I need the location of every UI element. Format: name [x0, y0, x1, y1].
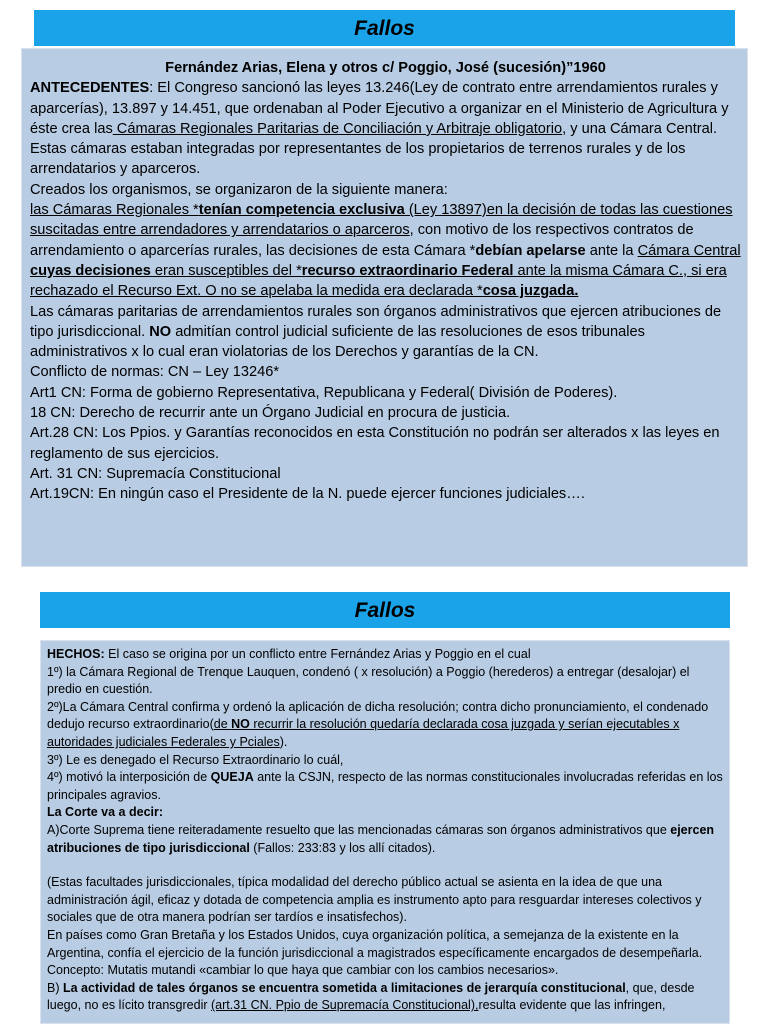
hechos-item-1: 1º) la Cámara Regional de Trenque Lauquen, condenó ( x resolución) a Poggio (herederos) a entregar (desalojar) el predio en cuestión.: [47, 664, 690, 697]
hechos-paragraph: [47, 646, 724, 664]
paritarias-text-2: admitían control judicial suficiente de las resoluciones de esos tribunales administrativos x lo cual eran violatorias de los Derechos y garantías de la CN.: [30, 323, 645, 361]
chambers-bold-2: debían apelarse: [475, 242, 586, 259]
point-a: [47, 822, 724, 857]
chambers-text-7: ante la misma Cámara C., si era rechazado el Recurso Ext. O no se apelaba la medida era declarada *: [30, 262, 727, 300]
point-a-text-1: A)Corte Suprema tiene reiteradamente resuelto que las mencionadas cámaras son órganos administrativos que: [47, 822, 671, 837]
point-b-label: B): [47, 980, 63, 995]
chambers-text-3: , con motivo de los respectivos contratos de arrendamiento o aparcerías rurales, las decisiones de esta Cámara *: [30, 222, 694, 259]
slide-1-content: [21, 48, 748, 567]
chambers-bold-5: cosa juzgada.: [482, 283, 579, 300]
facultades-paragraph: (Estas facultades jurisdiccionales, típica modalidad del derecho público actual se asienta en la idea de que una administración ágil, eficaz y dotada de competencia amplia es instrumento apto para resguardar intereses colectivos y sociales que de otra manera podrían ser tardíos e insatisfechos).: [47, 875, 702, 925]
item4-queja: QUEJA: [210, 770, 254, 785]
organized-line: Creados los organismos, se organizaron de la siguiente manera:: [30, 181, 448, 198]
chambers-bold-3: cuyas decisiones: [30, 262, 151, 279]
point-b-text-2: resulta evidente que las infringen,: [478, 998, 666, 1013]
slide-1-title: Fallos: [354, 17, 415, 40]
hechos-item-3: 3º) Le es denegado el Recurso Extraordinario lo cuál,: [47, 752, 344, 767]
item2-text-b: ).: [279, 734, 288, 749]
item4-text-a: 4º) motivó la interposición de: [47, 770, 211, 785]
chambers-bold-4: recurso extraordinario Federal: [301, 262, 514, 279]
corte-label: [47, 804, 724, 822]
item2-underline-1: de: [213, 717, 232, 732]
slide-2-content: [40, 640, 730, 1024]
chambers-text-6: eran susceptibles del *: [150, 262, 302, 279]
point-a-text-2: (Fallos: 233:83 y los allí citados).: [249, 840, 436, 855]
art19-line: Art.19CN: En ningún caso el Presidente de la N. puede ejercer funciones judiciales….: [30, 486, 585, 503]
antecedentes-text: : El Congreso sancionó las leyes 13.246(Ley de contrato entre arrendamientos rurales y aparcerías), 13.897 y 14.451, que ordenaban al Poder Ejecutivo a organizar en el Ministerio de Agricultura y éste crea las: [30, 80, 729, 137]
hechos-item-4: [47, 769, 724, 804]
paragraph-gap: [47, 857, 724, 874]
antecedentes-paragraph: [30, 78, 741, 179]
chambers-text-2: (Ley 13897)en la decisión de todas las cuestiones suscitadas entre arrendadores y arrendatarios o aparceros: [30, 202, 733, 239]
antecedentes-chambers: Cámaras Regionales Paritarias de Conciliación y Arbitraje obligatorio: [112, 120, 563, 137]
chambers-bold-1: tenían competencia exclusiva: [198, 202, 405, 219]
paritarias-no: NO: [149, 323, 172, 340]
paritarias-paragraph: [30, 302, 741, 363]
paises-paragraph: En países como Gran Bretaña y los Estados Unidos, cuya organización política, a semejanza de la existente en la Argentina, confía el ejercicio de la función jurisdiccional a magistrados específicamente encargados de desempeñarla. Concepto: Mutatis mutandi «cambiar lo que haya que cambiar con los cambios necesarios».: [47, 927, 703, 978]
chambers-text-5: Cámara Central: [637, 242, 741, 259]
art1-line: Art1 CN: Forma de gobierno Representativa, Republicana y Federal( División de Poderes).: [30, 384, 618, 401]
hechos-item-2: [47, 699, 724, 752]
item2-text-a: 2º)La Cámara Central confirma y ordenó la aplicación de dicha resolución; contra dicho pronunciamiento, el condenado dedujo recurso extraordinario(: [47, 699, 709, 732]
point-b-text-1: , que, desde luego, no es lícito transgredir: [47, 980, 695, 1013]
item2-underline-2: recurrir la resolución quedaría declarada cosa juzgada y serían ejecutables x autoridades judiciales Federales y Pciales: [47, 717, 680, 749]
case-title: Fernández Arias, Elena y otros c/ Poggio, José (sucesión)”1960: [165, 60, 606, 76]
hechos-label: HECHOS:: [47, 647, 105, 661]
point-b-underline: (art.31 CN. Ppio de Supremacía Constitucional),: [210, 998, 479, 1013]
corte-label-text: La Corte va a decir:: [47, 805, 164, 820]
conflict-line: Conflicto de normas: CN – Ley 13246*: [30, 364, 280, 381]
point-b-bold: La actividad de tales órganos se encuentra sometida a limitaciones de jerarquía constitucional: [62, 980, 626, 995]
chambers-text-4: ante la: [585, 242, 638, 259]
item2-no: NO: [231, 717, 250, 732]
point-a-bold: ejercen atribuciones de tipo jurisdiccional: [47, 822, 715, 855]
art28-line: Art.28 CN: Los Ppios. y Garantías reconocidos en esta Constitución no podrán ser alterados x las leyes en reglamento de sus ejercicios.: [30, 425, 720, 462]
point-b: [47, 980, 724, 1015]
antecedentes-text-2: , y una Cámara Central. Estas cámaras estaban integradas por representantes de los propietarios de terrenos rurales y de los arrendatarios y aparceros.: [30, 120, 718, 178]
art18-line: 18 CN: Derecho de recurrir ante un Órgano Judicial en procura de justicia.: [30, 405, 511, 422]
paritarias-text-1: Las cámaras paritarias de arrendamientos rurales son órganos administrativos que ejercen atribuciones de tipo jurisdiccional.: [30, 303, 722, 340]
art31-line: Art. 31 CN: Supremacía Constitucional: [30, 465, 281, 482]
slide-2-title-bar: [40, 592, 730, 628]
chambers-paragraph: [30, 200, 741, 301]
slide-1-title-bar: [34, 10, 735, 46]
hechos-text: El caso se origina por un conflicto entre Fernández Arias y Poggio en el cual: [104, 647, 531, 661]
antecedentes-label: ANTECEDENTES: [30, 80, 150, 97]
slide-2-title: Fallos: [354, 599, 416, 622]
chambers-text-1: las Cámaras Regionales *: [30, 202, 199, 219]
item4-text-b: ante la CSJN, respecto de las normas constitucionales involucradas referidas en los principales agravios.: [47, 770, 723, 802]
